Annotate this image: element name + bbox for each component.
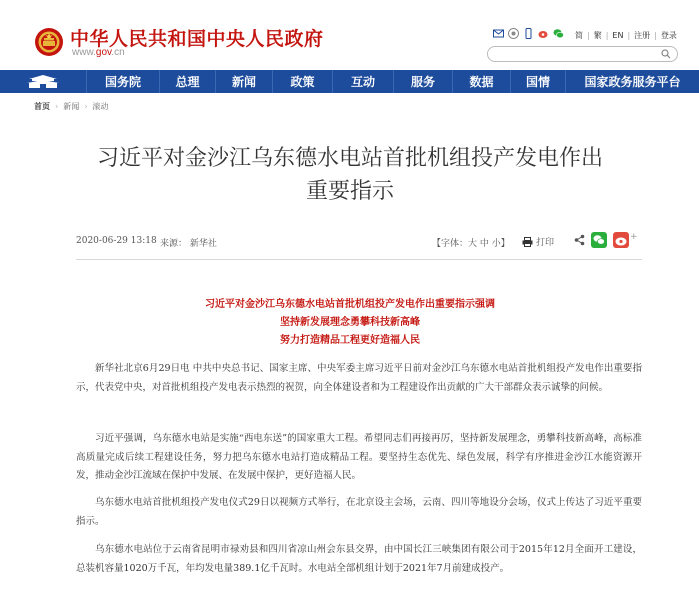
article-paragraph-1: 新华社北京6月29日电 中共中央总书记、国家主席、中央军委主席习近平日前对金沙江乌东德水电站首批机组投产发电作出重要指示，代表党中央，对首批机组投产发电表示热烈的祝贺，向全体建设者和为工程建设作出贡献的广大干部群众表示诚挚的问候。	[76, 363, 642, 393]
subtitle-2: 坚持新发展理念勇攀科技新高峰	[280, 317, 420, 328]
font-size-control[interactable]: 【字体：大 中 小】	[432, 239, 510, 249]
nav-item-data[interactable]: 数据	[452, 70, 510, 93]
print-label: 打印	[536, 238, 555, 248]
top-icon-bar	[493, 28, 564, 39]
nav-item-national-info[interactable]: 国情	[510, 70, 565, 93]
search-input[interactable]	[487, 46, 678, 62]
nav-item-services[interactable]: 服务	[393, 70, 452, 93]
nav-item-news[interactable]: 新闻	[215, 70, 272, 93]
wechat-share-icon[interactable]	[591, 232, 607, 248]
article-subtitles	[60, 296, 640, 350]
site-header	[0, 0, 699, 70]
article-title	[60, 142, 640, 208]
chevron-right-icon: ›	[84, 102, 88, 111]
article-paragraph-2: 习近平强调，乌东德水电站是实施“西电东送”的国家重大工程。希望同志们再接再厉，坚持新发展理念，勇攀科技新高峰，高标准高质量完成后续工程建设任务，努力把乌东德水电站打造成精品工程。要坚持生态优先、绿色发展，科学有序推进金沙江水能资源开发，推动金沙江流域在保护中发展、在发展中保护，更好造福人民。	[76, 433, 642, 481]
subtitle-3: 努力打造精品工程更好造福人民	[280, 335, 420, 346]
article-title-line-1: 习近平对金沙江乌东德水电站首批机组投产发电作出	[96, 146, 603, 171]
article-source: 来源： 新华社	[160, 239, 217, 249]
nav-item-gov-services-platform[interactable]: 国家政务服务平台	[565, 70, 699, 93]
mail-icon[interactable]	[493, 28, 504, 39]
weibo-share-icon[interactable]	[613, 232, 638, 248]
nav-item-premier[interactable]: 总理	[159, 70, 215, 93]
svg-text:+: +	[630, 232, 638, 242]
nav-item-state-council[interactable]: 国务院	[86, 70, 159, 93]
article-paragraph-4: 乌东德水电站位于云南省昆明市禄劝县和四川省凉山州会东县交界，由中国长江三峡集团有限公司于2015年12月全面开工建设，总装机容量1020万千瓦，年均发电量389.1亿千瓦时。水电站全部机组计划于2021年7月前建成投产。	[76, 544, 642, 574]
breadcrumb	[34, 101, 108, 112]
national-emblem-icon[interactable]	[34, 27, 64, 57]
share-bar	[574, 232, 638, 248]
link-simplified[interactable]: 简	[575, 31, 583, 40]
site-url-prefix: www.	[72, 47, 96, 58]
wechat-icon[interactable]	[553, 28, 564, 39]
rss-icon[interactable]	[508, 28, 519, 39]
link-traditional[interactable]: 繁	[593, 31, 602, 40]
site-url-brand: gov	[95, 47, 112, 58]
share-icon[interactable]	[574, 234, 585, 246]
mobile-icon[interactable]	[523, 28, 534, 39]
weibo-icon[interactable]	[538, 28, 549, 39]
chevron-right-icon: ›	[55, 102, 59, 111]
breadcrumb-news[interactable]: 新闻	[63, 102, 80, 111]
article-meta	[76, 232, 642, 251]
site-url[interactable]	[72, 47, 125, 58]
meta-divider	[76, 259, 642, 260]
site-title[interactable]: 中华人民共和国中央人民政府	[70, 28, 324, 50]
subtitle-1: 习近平对金沙江乌东德水电站首批机组投产发电作出重要指示强调	[205, 299, 495, 310]
printer-icon	[522, 237, 533, 247]
publish-date: 2020-06-29 13:18	[76, 236, 157, 246]
nav-item-interaction[interactable]: 互动	[332, 70, 393, 93]
top-links: 简 | 繁 | EN | 注册 | 登录	[575, 31, 677, 40]
tiananmen-icon	[23, 74, 63, 90]
site-url-suffix: .cn	[111, 47, 125, 58]
main-nav	[0, 70, 699, 93]
nav-home[interactable]	[0, 70, 86, 93]
article-title-line-2: 重要指示	[305, 179, 394, 204]
breadcrumb-home[interactable]: 首页	[34, 101, 50, 111]
link-register[interactable]: 注册	[634, 31, 651, 40]
article-paragraph-3: 乌东德水电站首批机组投产发电仪式29日以视频方式举行，在北京设主会场，云南、四川等地设分会场，仪式上传达了习近平重要指示。	[76, 497, 642, 527]
nav-item-policy[interactable]: 政策	[272, 70, 332, 93]
print-button[interactable]	[522, 235, 554, 248]
search-icon[interactable]	[661, 49, 671, 59]
link-login[interactable]: 登录	[660, 31, 677, 40]
breadcrumb-rolling[interactable]: 滚动	[92, 102, 109, 111]
link-english[interactable]: EN	[612, 31, 624, 40]
